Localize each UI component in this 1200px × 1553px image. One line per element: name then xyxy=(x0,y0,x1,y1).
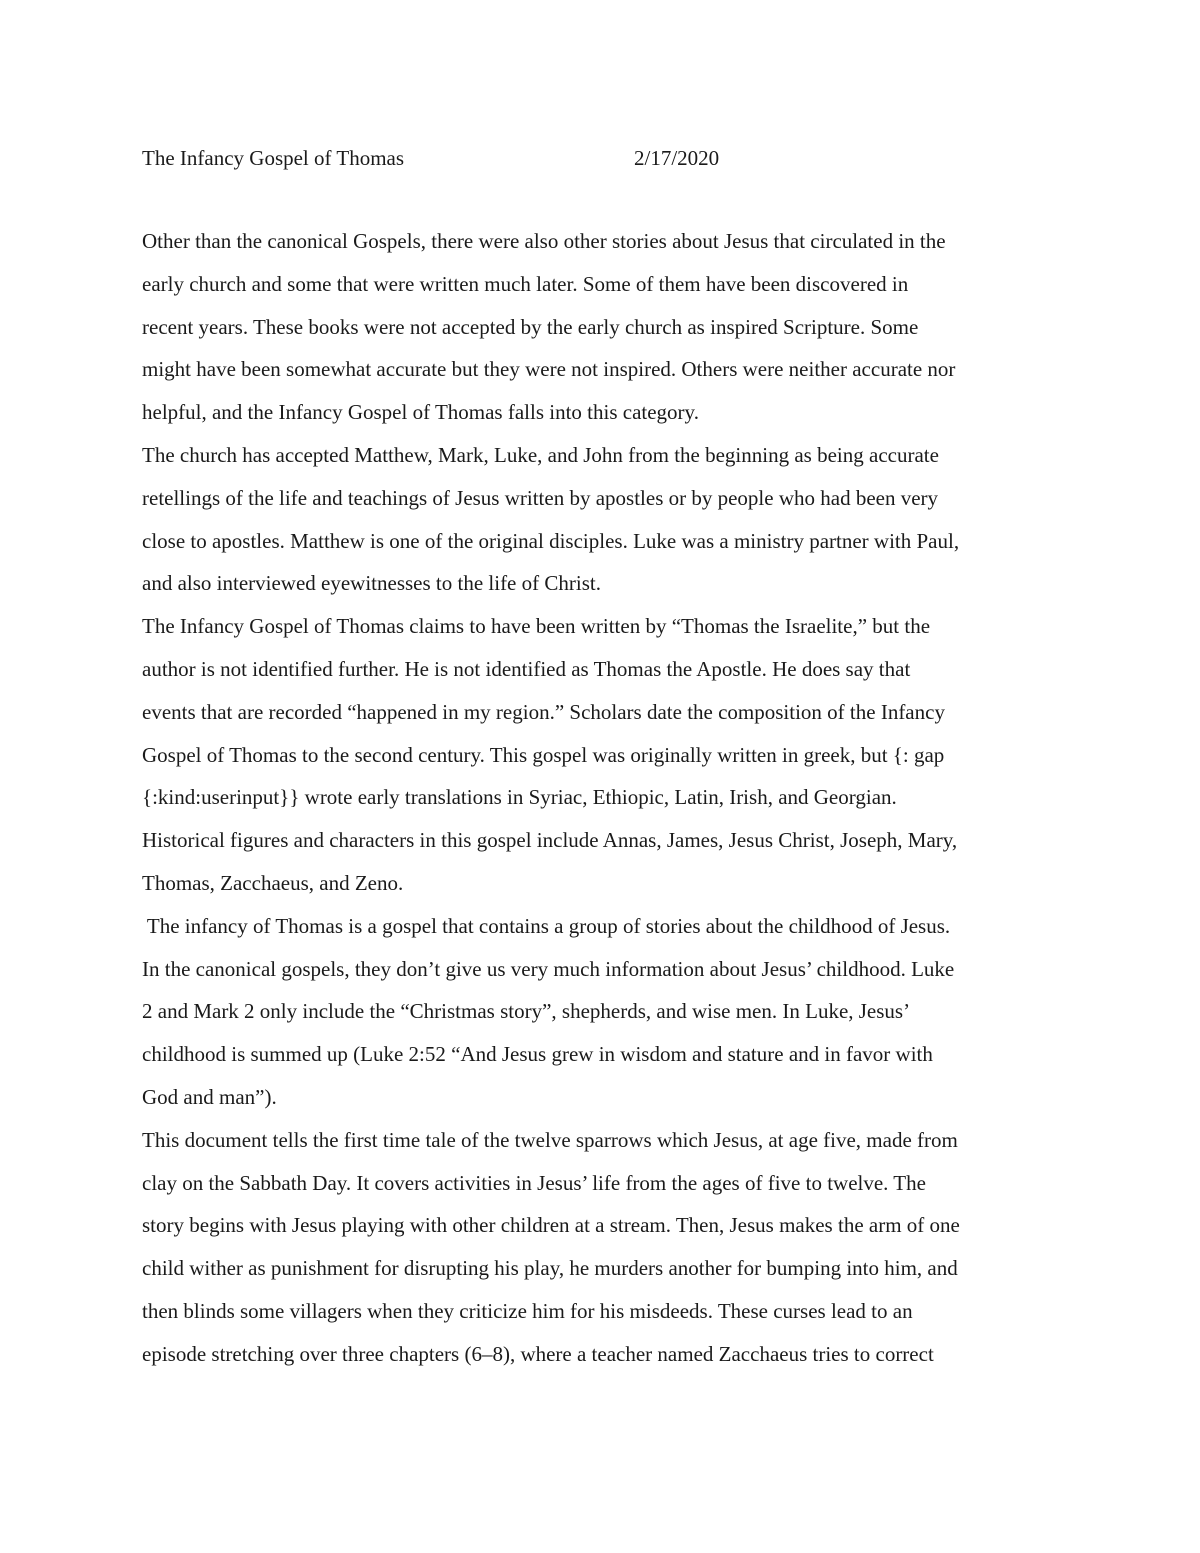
text-line: God and man”). xyxy=(142,1084,277,1109)
text-line: author is not identified further. He is not identified as Thomas the Apostle. He does say that xyxy=(142,656,911,681)
text-line: The Infancy Gospel of Thomas claims to have been written by “Thomas the Israelite,” but the xyxy=(142,614,931,639)
text-line: The church has accepted Matthew, Mark, Luke, and John from the beginning as being accurate xyxy=(142,442,939,467)
text-line: In the canonical gospels, they don’t give us very much information about Jesus’ childhood. Luke xyxy=(142,956,955,981)
text-line: child wither as punishment for disrupting his play, he murders another for bumping into him, and xyxy=(142,1256,958,1281)
text-line: Thomas, Zacchaeus, and Zeno. xyxy=(142,870,404,895)
text-line: helpful, and the Infancy Gospel of Thomas falls into this category. xyxy=(142,400,699,425)
text-line: events that are recorded “happened in my region.” Scholars date the composition of the Infancy xyxy=(142,699,945,724)
text-line: Gospel of Thomas to the second century. This gospel was originally written in greek, but {: gap xyxy=(142,742,945,767)
text-line: early church and some that were written much later. Some of them have been discovered in xyxy=(142,271,909,296)
text-line: retellings of the life and teachings of Jesus written by apostles or by people who had been very xyxy=(142,485,939,510)
document-body xyxy=(142,220,1062,1376)
document-date: 2/17/2020 xyxy=(634,146,720,170)
text-line: childhood is summed up (Luke 2:52 “And Jesus grew in wisdom and stature and in favor with xyxy=(142,1042,933,1067)
text-line: clay on the Sabbath Day. It covers activities in Jesus’ life from the ages of five to twelve. The xyxy=(142,1170,926,1195)
text-line: 2 and Mark 2 only include the “Christmas story”, shepherds, and wise men. In Luke, Jesus’ xyxy=(142,999,911,1024)
text-line: story begins with Jesus playing with other children at a stream. Then, Jesus makes the arm of one xyxy=(142,1213,960,1238)
document-title: The Infancy Gospel of Thomas xyxy=(142,146,405,170)
text-line: then blinds some villagers when they criticize him for his misdeeds. These curses lead to an xyxy=(142,1298,913,1323)
text-line: Other than the canonical Gospels, there were also other stories about Jesus that circulated in the xyxy=(142,229,946,253)
text-line: Historical figures and characters in this gospel include Annas, James, Jesus Christ, Joseph, Mary, xyxy=(142,828,958,853)
text-line: This document tells the first time tale of the twelve sparrows which Jesus, at age five, made from xyxy=(142,1127,958,1152)
text-line: close to apostles. Matthew is one of the original disciples. Luke was a ministry partner with Paul, xyxy=(142,528,960,553)
text-line: {:kind:userinput}} wrote early translations in Syriac, Ethiopic, Latin, Irish, and Georgian. xyxy=(142,785,897,810)
document-header xyxy=(142,142,1062,174)
text-line: might have been somewhat accurate but they were not inspired. Others were neither accurate nor xyxy=(142,357,956,382)
text-line: recent years. These books were not accepted by the early church as inspired Scripture. Some xyxy=(142,314,919,339)
text-line: episode stretching over three chapters (6–8), where a teacher named Zacchaeus tries to correct xyxy=(142,1341,934,1366)
text-line: and also interviewed eyewitnesses to the life of Christ. xyxy=(142,571,601,596)
text-line: The infancy of Thomas is a gospel that contains a group of stories about the childhood of Jesus. xyxy=(142,913,951,938)
